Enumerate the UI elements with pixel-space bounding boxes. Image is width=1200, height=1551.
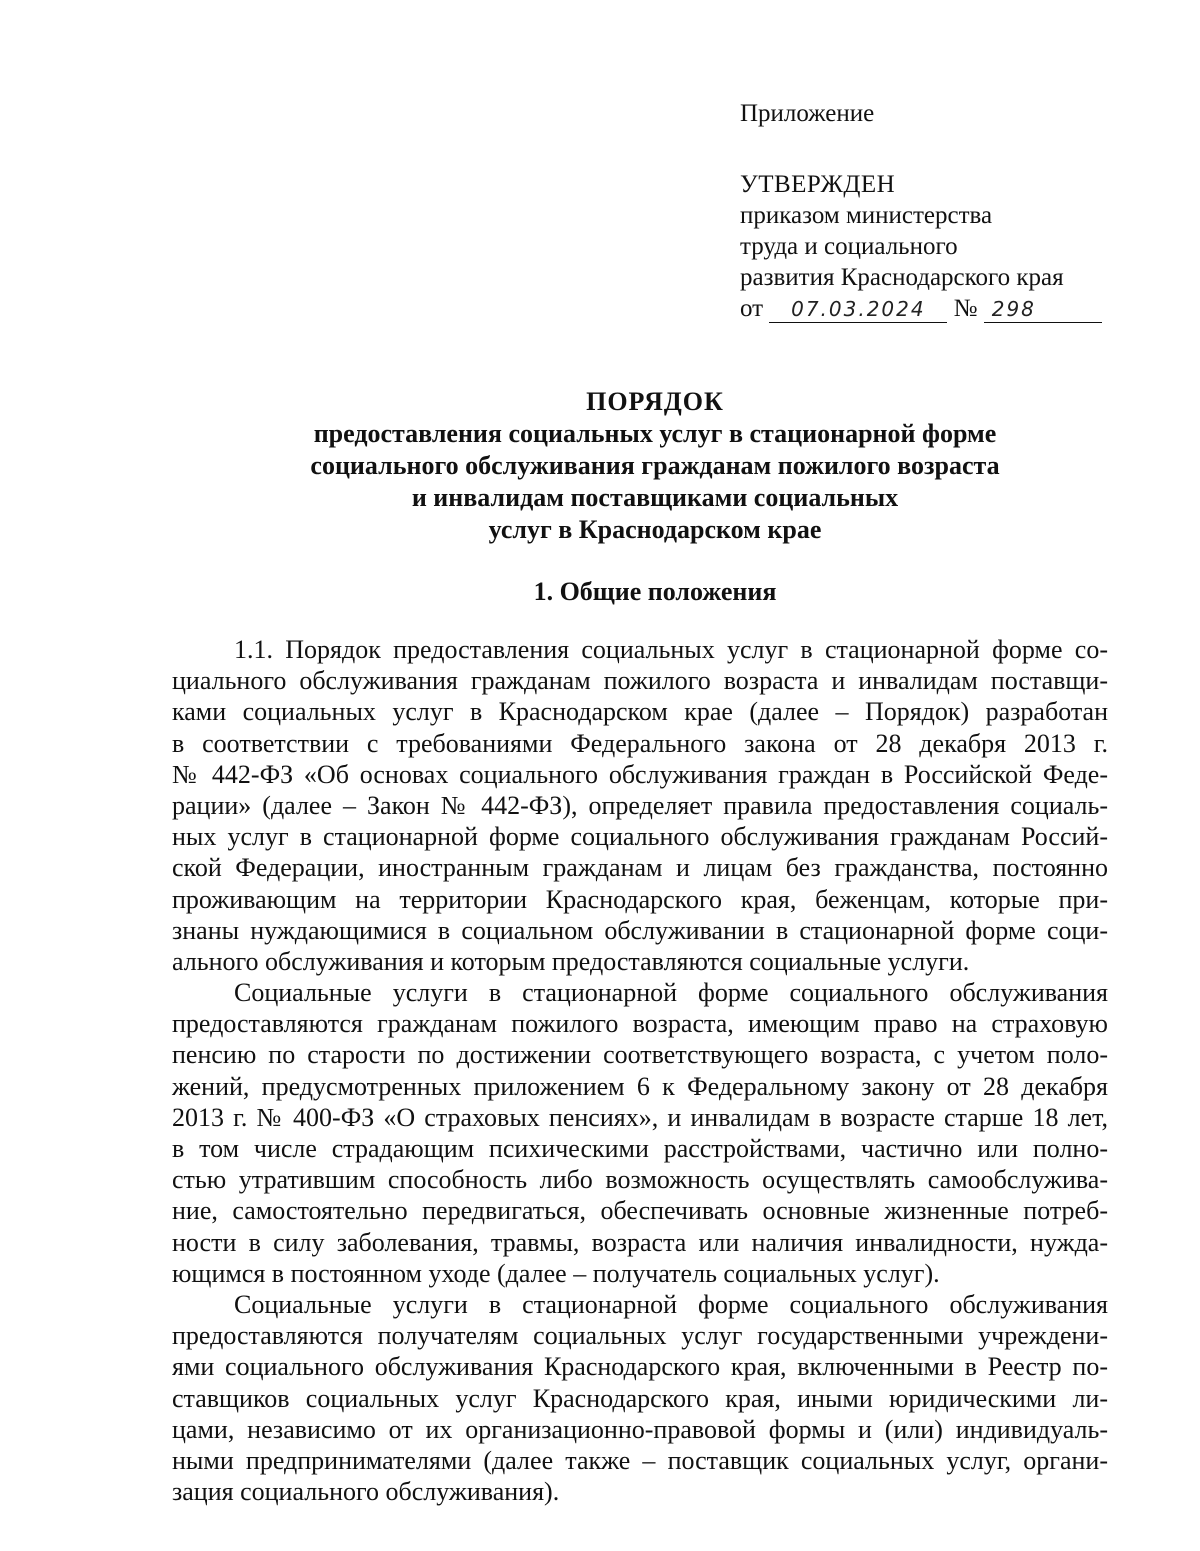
paragraph-line: жений, предусмотренных приложением 6 к Федеральному закону от 28 декабря bbox=[172, 1071, 1108, 1101]
paragraph-line: пенсию по старости по достижении соответствующего возраста, с учетом поло- bbox=[172, 1040, 1108, 1070]
paragraph-line: рации» (далее – Закон № 442-ФЗ), определяет правила предоставления социаль- bbox=[172, 790, 1108, 820]
paragraph-line: ние, самостоятельно передвигаться, обеспечивать основные жизненные потреб- bbox=[172, 1196, 1108, 1226]
document-title-block bbox=[150, 386, 1160, 546]
paragraph-line: ными предпринимателями (далее также – поставщик социальных услуг, органи- bbox=[172, 1445, 1108, 1475]
document-title: ПОРЯДОК bbox=[586, 387, 724, 416]
paragraph-line: № 442-ФЗ «Об основах социального обслуживания граждан в Российской Феде- bbox=[172, 759, 1108, 789]
approval-stamp-block bbox=[740, 98, 1120, 324]
paragraph-line: ных услуг в стационарной форме социального обслуживания гражданам Россий- bbox=[172, 822, 1108, 852]
paragraph-line: Социальные услуги в стационарной форме социального обслуживания bbox=[234, 1289, 1108, 1319]
paragraph-line: 2013 г. № 400-ФЗ «О страховых пенсиях», и инвалидам в возрасте старше 18 лет, bbox=[172, 1102, 1108, 1132]
paragraph-line: цами, независимо от их организационно-правовой формы и (или) индивидуаль- bbox=[172, 1414, 1108, 1444]
document-subtitle-line: социального обслуживания гражданам пожилого возраста bbox=[310, 451, 1000, 480]
paragraph-line: 1.1. Порядок предоставления социальных услуг в стационарной форме со- bbox=[234, 635, 1108, 664]
paragraph-line: знаны нуждающимися в социальном обслуживании в стационарной форме соци- bbox=[172, 915, 1108, 945]
section-heading: 1. Общие положения bbox=[533, 577, 777, 606]
paragraph-providers bbox=[172, 1289, 1108, 1507]
paragraph-line: ставщиков социальных услуг Краснодарского края, иными юридическими ли- bbox=[172, 1383, 1108, 1413]
paragraph-line: в соответствии с требованиями Федерального закона от 28 декабря 2013 г. bbox=[172, 728, 1108, 758]
paragraph-line: предоставляются получателям социальных услуг государственными учреждени- bbox=[172, 1321, 1108, 1351]
approved-label: УТВЕРЖДЕН bbox=[740, 171, 896, 198]
paragraph-line: ской Федерации, иностранным гражданам и лицам без гражданства, постоянно bbox=[172, 853, 1108, 883]
handwritten-date: 07.03.2024 bbox=[769, 296, 947, 323]
paragraph-line: ками социальных услуг в Краснодарском крае (далее – Порядок) разработан bbox=[172, 697, 1108, 727]
document-subtitle-line: услуг в Краснодарском крае bbox=[488, 515, 822, 544]
paragraph-line: ющимся в постоянном уходе (далее – получатель социальных услуг). bbox=[172, 1258, 940, 1288]
from-label: от bbox=[740, 295, 764, 322]
paragraph-line: Социальные услуги в стационарной форме социального обслуживания bbox=[234, 978, 1108, 1008]
order-line: труда и социального bbox=[740, 233, 958, 260]
document-subtitle-line: и инвалидам поставщиками социальных bbox=[411, 483, 899, 512]
paragraph-line: в том числе страдающим психическими расстройствами, частично или полно- bbox=[172, 1134, 1108, 1163]
paragraph-line: ности в силу заболевания, травмы, возраста или наличия инвалидности, нужда- bbox=[172, 1227, 1108, 1257]
number-label: № bbox=[953, 295, 978, 322]
paragraph-line: ального обслуживания и которым предоставляются социальные услуги. bbox=[172, 946, 970, 976]
paragraph-line: зация социального обслуживания). bbox=[172, 1477, 560, 1507]
paragraph-line: стью утратившим способность либо возможность осуществлять самообслужива- bbox=[172, 1165, 1108, 1195]
handwritten-number: 298 bbox=[984, 296, 1102, 323]
paragraph-line: ями социального обслуживания Краснодарского края, включенными в Реестр по- bbox=[172, 1352, 1108, 1382]
paragraph-line: проживающим на территории Краснодарского края, беженцам, которые при- bbox=[172, 884, 1108, 914]
paragraph-line: предоставляются гражданам пожилого возраста, имеющим право на страховую bbox=[172, 1009, 1108, 1039]
paragraph-1-1 bbox=[172, 634, 1108, 977]
document-body bbox=[172, 634, 1108, 1507]
order-line: развития Краснодарского края bbox=[740, 264, 1064, 291]
annex-label: Приложение bbox=[740, 100, 875, 127]
paragraph-recipients bbox=[172, 977, 1108, 1289]
order-line: приказом министерства bbox=[740, 202, 993, 229]
paragraph-line: циального обслуживания гражданам пожилого возраста и инвалидам поставщи- bbox=[172, 666, 1108, 696]
order-date-number-line bbox=[740, 293, 1120, 324]
document-subtitle-line: предоставления социальных услуг в стационарной форме bbox=[313, 419, 997, 448]
